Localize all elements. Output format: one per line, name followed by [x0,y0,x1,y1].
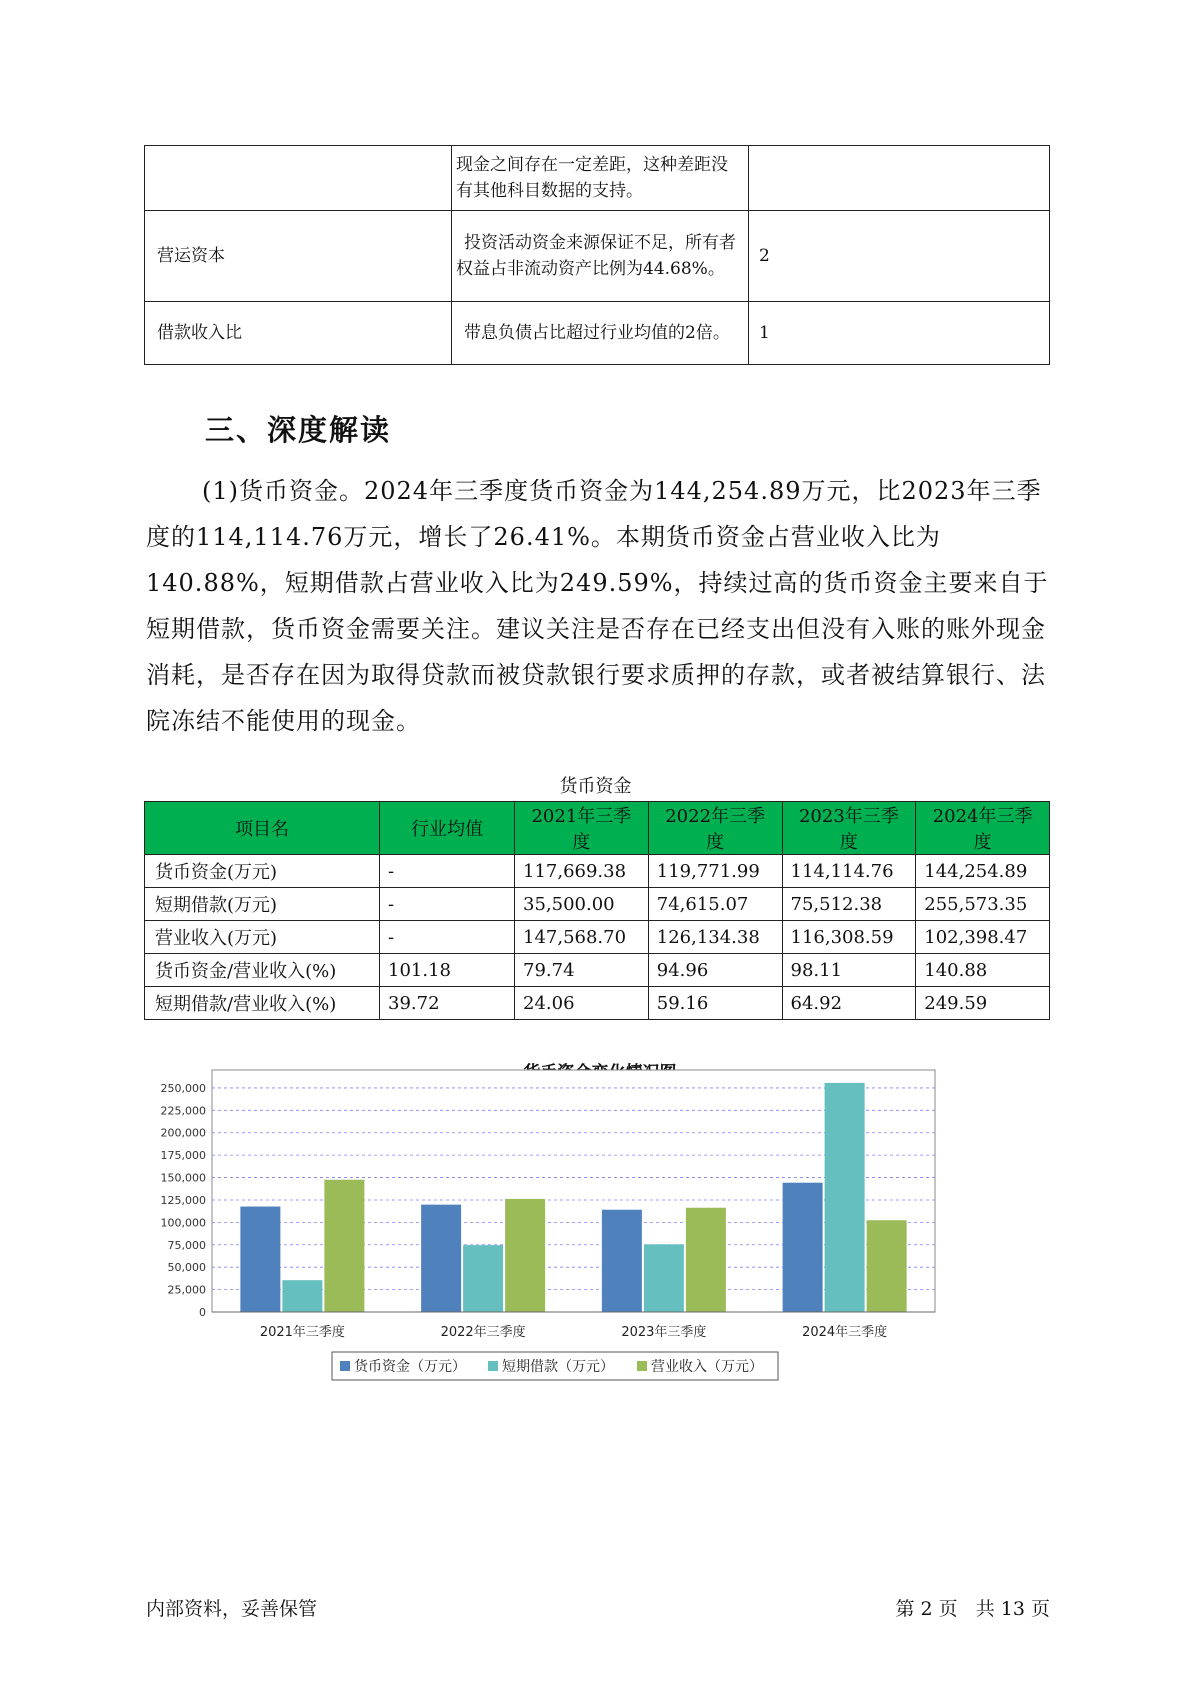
table-cell: 140.88 [916,954,1050,987]
x-tick-label: 2024年三季度 [802,1325,888,1340]
header-cell: 2024年三季度 [916,802,1050,855]
bar [324,1180,364,1312]
table-cell: - [380,855,515,888]
bar [505,1199,545,1312]
y-tick-label: 250,000 [160,1081,206,1095]
y-tick-label: 100,000 [160,1216,206,1230]
table-cell: 255,573.35 [916,888,1050,921]
table-row [145,855,1050,888]
table-cell: 249.59 [916,987,1050,1020]
legend-swatch [637,1361,647,1371]
row-label: 货币资金(万元) [145,855,380,888]
y-tick-label: 225,000 [160,1104,206,1118]
table-cell: 144,254.89 [916,855,1050,888]
section-heading: 三、深度解读 [205,413,392,447]
bar [602,1210,642,1312]
table-row [145,888,1050,921]
row-label: 短期借款(万元) [145,888,380,921]
table-cell: 116,308.59 [782,921,916,954]
analysis-paragraph: (1)货币资金。2024年三季度货币资金为144,254.89万元，比2023年三季度的114,114.76万元，增长了26.41%。本期货币资金占营业收入比为140.88%，短期借款占营业收入比为249.59%，持续过高的货币资金主要来自于短期借款，货币资金需要关注。建议关注是否存在已经支出但没有入账的账外现金消耗，是否存在因为取得贷款而被贷款银行要求质押的存款，或者被结算银行、法院冻结不能使用的现金。 [146,477,1049,735]
risk-item-score [749,146,1050,211]
table-row [145,987,1050,1020]
table-cell: 98.11 [782,954,916,987]
x-tick-label: 2023年三季度 [621,1325,707,1340]
money-chart [160,1050,1040,1510]
risk-item-desc: 投资活动资金来源保证不足，所有者权益占非流动资产比例为44.68%。 [452,211,749,302]
risk-table [144,145,1050,365]
table-cell: 74,615.07 [648,888,782,921]
bar [282,1280,322,1312]
risk-item-score: 2 [749,211,1050,302]
risk-item-name [145,146,452,211]
header-cell: 2022年三季度 [648,802,782,855]
bar [867,1220,907,1312]
legend-label: 短期借款（万元） [502,1359,614,1375]
table-row [145,921,1050,954]
table-row [145,302,1050,365]
table-row [145,146,1050,211]
table-cell: 39.72 [380,987,515,1020]
legend-swatch [488,1361,498,1371]
y-tick-label: 125,000 [160,1193,206,1207]
page-number: 第 2 页 共 13 页 [895,1598,1050,1620]
table-row [145,954,1050,987]
table-header-row [145,802,1050,855]
x-tick-label: 2021年三季度 [259,1325,345,1340]
risk-item-desc: 带息负债占比超过行业均值的2倍。 [452,302,749,365]
footer-note: 内部资料，妥善保管 [146,1598,318,1620]
legend-label: 营业收入（万元） [651,1359,763,1375]
table-row [145,211,1050,302]
y-tick-label: 50,000 [167,1261,206,1275]
bar [240,1207,280,1312]
header-cell: 2023年三季度 [782,802,916,855]
row-label: 营业收入(万元) [145,921,380,954]
table-cell: 119,771.99 [648,855,782,888]
header-cell: 项目名 [145,802,380,855]
header-cell: 行业均值 [380,802,515,855]
table-cell: 102,398.47 [916,921,1050,954]
money-table [144,801,1050,1020]
risk-item-name: 营运资本 [145,211,452,302]
chart-svg [160,1050,1040,1510]
bar [686,1208,726,1312]
table-cell: - [380,921,515,954]
risk-item-score: 1 [749,302,1050,365]
legend-swatch [340,1361,350,1371]
table-cell: 59.16 [648,987,782,1020]
bar [463,1245,503,1312]
table-cell: 75,512.38 [782,888,916,921]
table-cell: 117,669.38 [515,855,649,888]
row-label: 货币资金/营业收入(%) [145,954,380,987]
y-tick-label: 175,000 [160,1149,206,1163]
table-cell: 94.96 [648,954,782,987]
table-cell: 126,134.38 [648,921,782,954]
y-tick-label: 25,000 [167,1283,206,1297]
bar [783,1183,823,1312]
bar [644,1244,684,1312]
table-cell: 114,114.76 [782,855,916,888]
table-cell: 35,500.00 [515,888,649,921]
legend-label: 货币资金（万元） [354,1359,466,1375]
y-tick-label: 150,000 [160,1171,206,1185]
table-cell: - [380,888,515,921]
y-tick-label: 200,000 [160,1126,206,1140]
risk-item-desc: 现金之间存在一定差距，这种差距没有其他科目数据的支持。 [452,146,749,211]
x-tick-label: 2022年三季度 [440,1325,526,1340]
table-cell: 64.92 [782,987,916,1020]
row-label: 短期借款/营业收入(%) [145,987,380,1020]
bar [825,1083,865,1312]
header-cell: 2021年三季度 [515,802,649,855]
table-caption: 货币资金 [559,776,632,797]
y-tick-label: 75,000 [167,1238,206,1252]
y-tick-label: 0 [199,1306,206,1319]
table-cell: 101.18 [380,954,515,987]
table-cell: 79.74 [515,954,649,987]
risk-item-name: 借款收入比 [145,302,452,365]
table-cell: 24.06 [515,987,649,1020]
table-cell: 147,568.70 [515,921,649,954]
bar [421,1205,461,1312]
